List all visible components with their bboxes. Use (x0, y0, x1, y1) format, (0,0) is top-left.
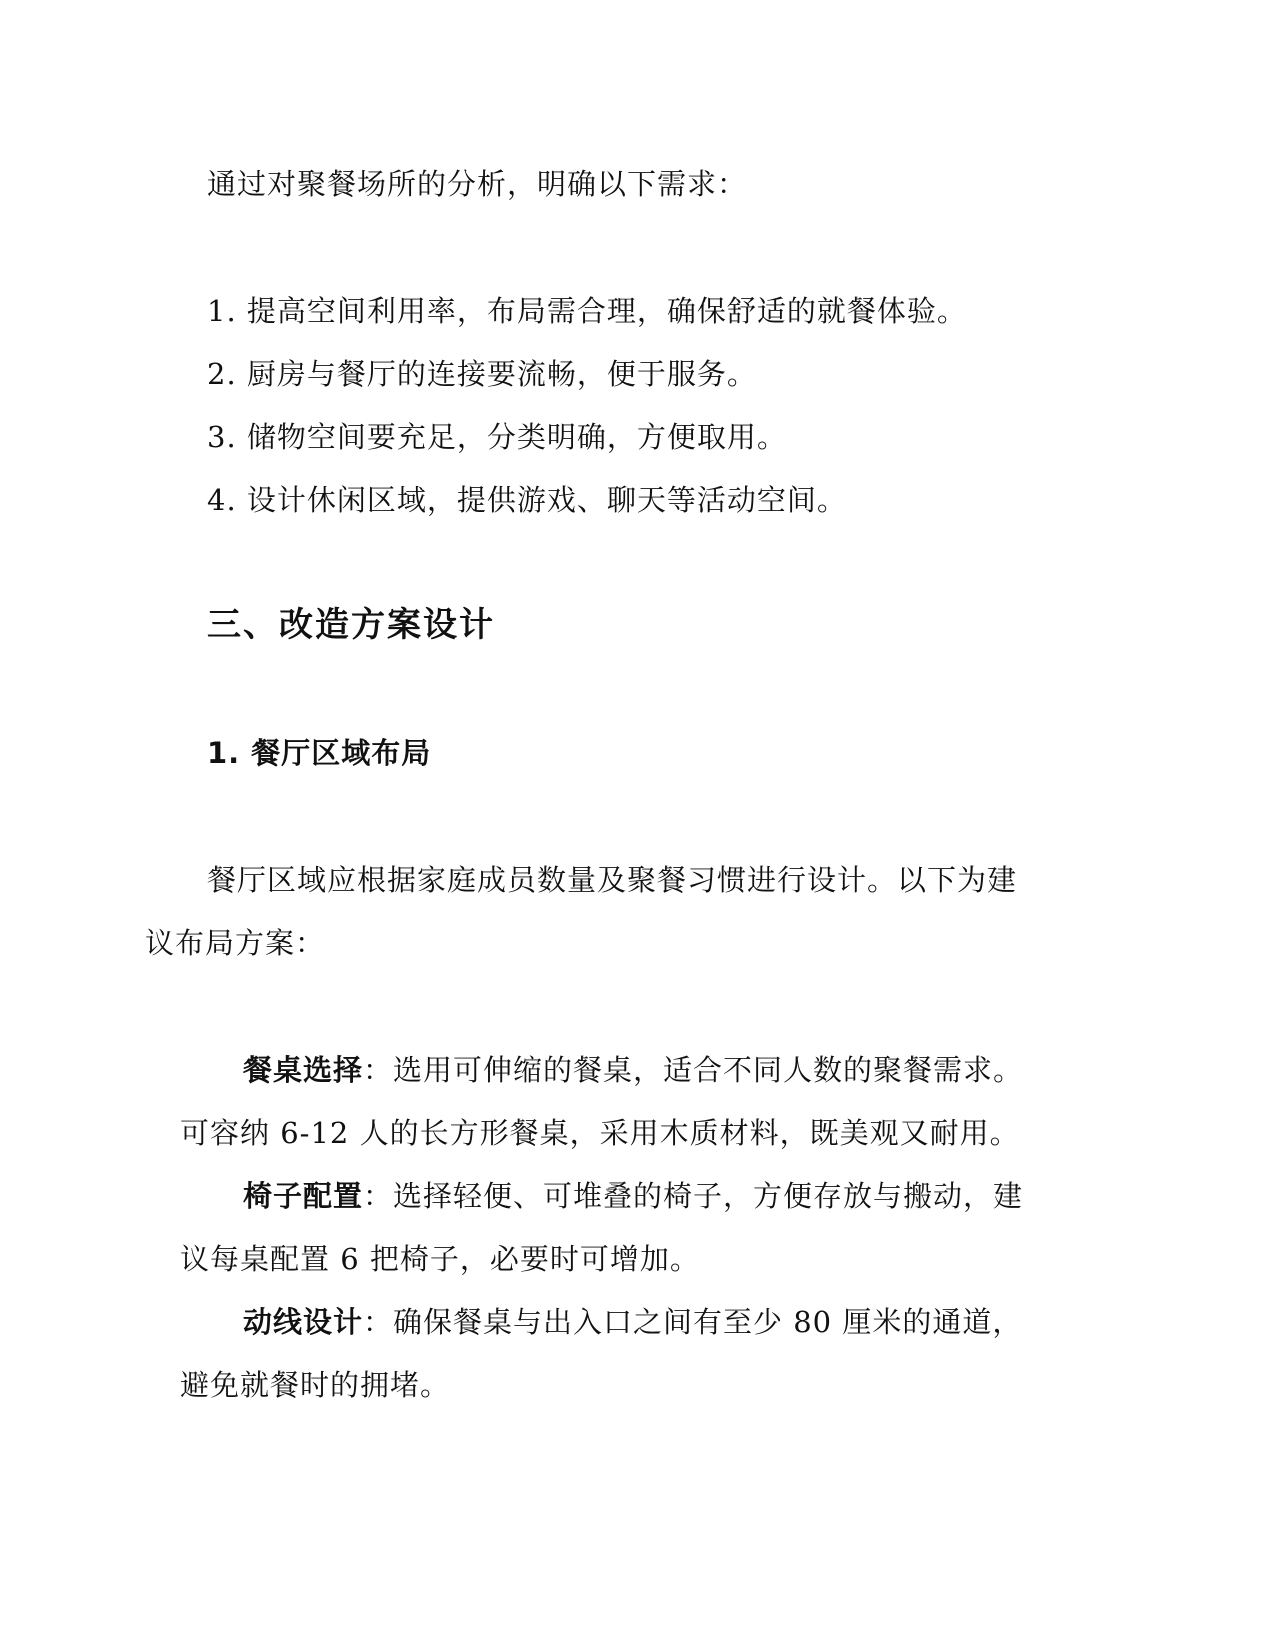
item-table-line-1 (243, 1050, 1023, 1090)
item-chairs-line-1 (243, 1176, 1023, 1216)
need-item-1: 1. 提高空间利用率，布局需合理，确保舒适的就餐体验。 (207, 294, 967, 328)
item-circulation-line-2: 避免就餐时的拥堵。 (180, 1368, 451, 1402)
item-chairs-line-2: 议每桌配置 6 把椅子，必要时可增加。 (180, 1242, 700, 1276)
intro-paragraph: 通过对聚餐场所的分析，明确以下需求： (207, 167, 748, 201)
subsection-heading: 1. 餐厅区域布局 (207, 736, 432, 770)
item-chairs-text: ：选择轻便、可堆叠的椅子，方便存放与搬动，建 (363, 1179, 1024, 1213)
item-circulation-line-1 (243, 1302, 1022, 1342)
need-item-3: 3. 储物空间要充足，分类明确，方便取用。 (207, 420, 787, 454)
section-heading: 三、改造方案设计 (207, 605, 495, 645)
item-circulation-label: 动线设计 (243, 1305, 364, 1339)
item-table-text: ：选用可伸缩的餐桌，适合不同人数的聚餐需求。 (363, 1053, 1024, 1087)
need-item-4: 4. 设计休闲区域，提供游戏、聊天等活动空间。 (207, 483, 847, 517)
need-item-2: 2. 厨房与餐厅的连接要流畅，便于服务。 (207, 357, 757, 391)
item-circulation-text: ：确保餐桌与出入口之间有至少 80 厘米的通道， (363, 1305, 1023, 1339)
item-table-label: 餐桌选择 (243, 1053, 364, 1087)
dining-intro-line-1: 餐厅区域应根据家庭成员数量及聚餐习惯进行设计。以下为建 (207, 863, 1018, 897)
item-chairs-label: 椅子配置 (243, 1179, 364, 1213)
item-table-line-2: 可容纳 6-12 人的长方形餐桌，采用木质材料，既美观又耐用。 (180, 1116, 1020, 1150)
dining-intro-line-2: 议布局方案： (145, 926, 326, 960)
